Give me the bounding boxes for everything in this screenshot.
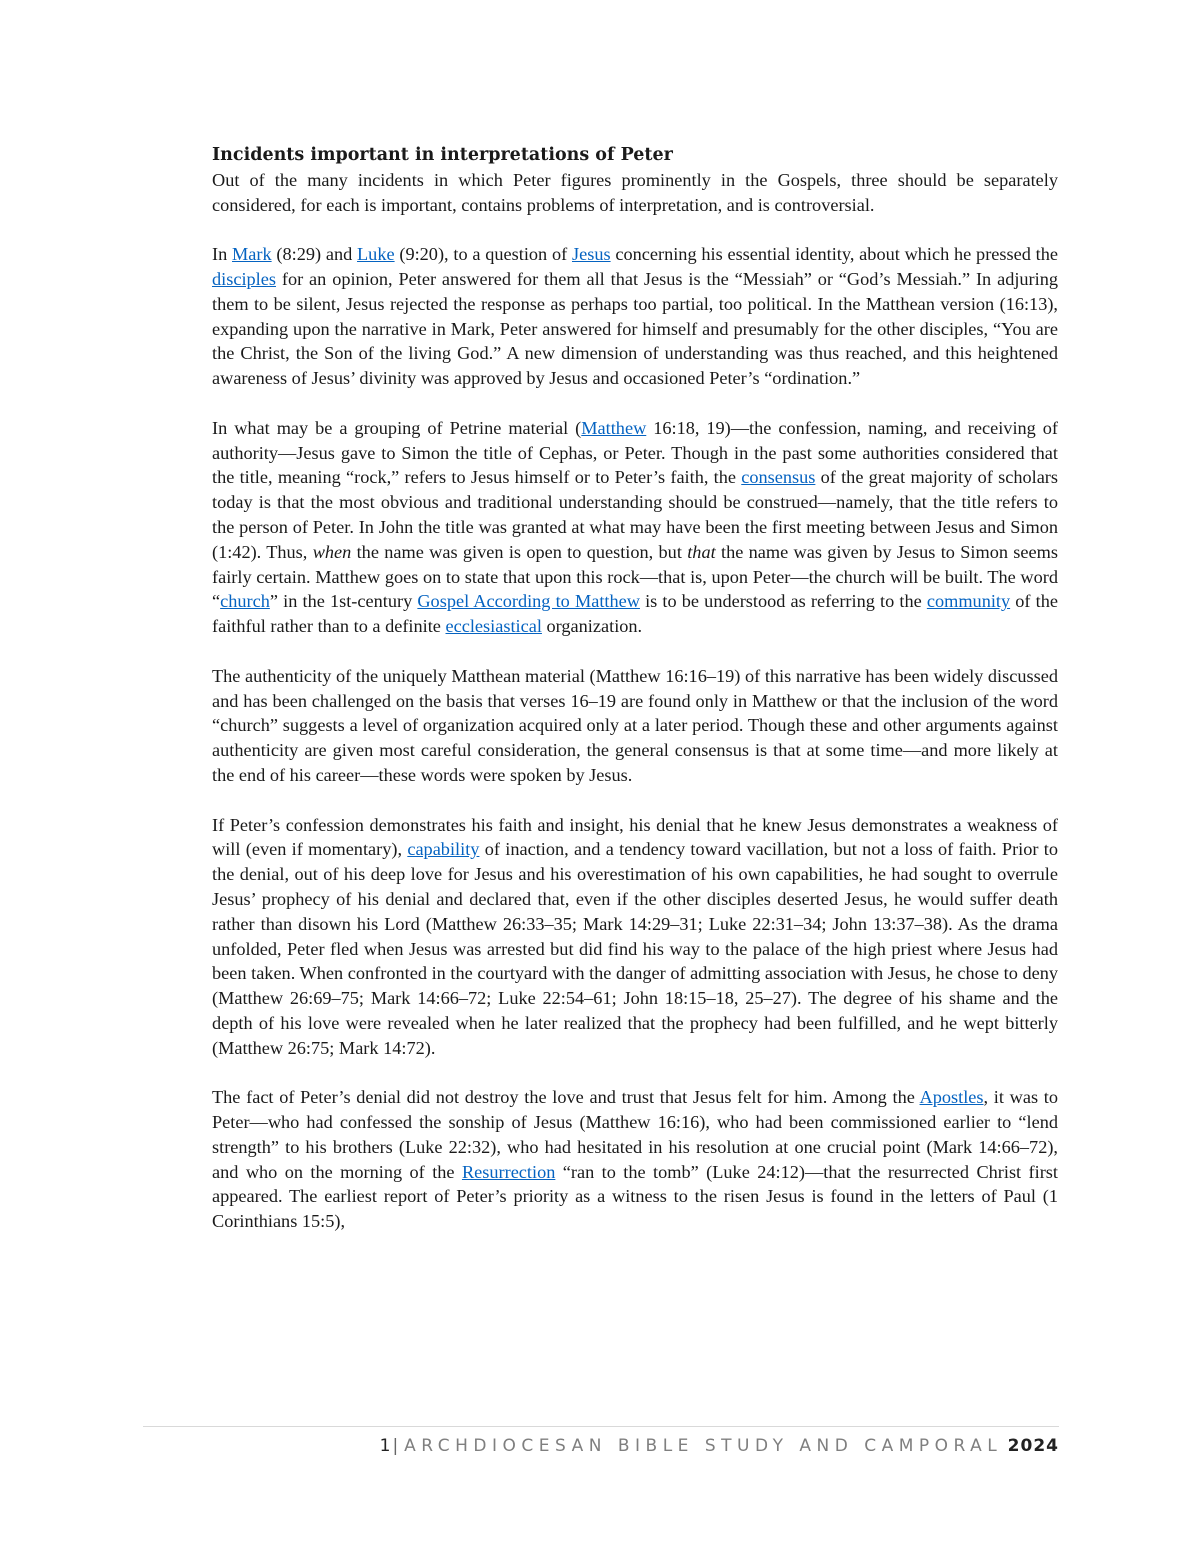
text-span: organization. xyxy=(541,616,643,637)
text-span: is to be understood as referring to the xyxy=(639,591,927,612)
text-span: “ran to the tomb” (Luke 24:12)—that the resurrected Christ first appeared. The earliest report of Peter’s priority as a witness to the risen Jesus is found in the letters of Paul (1 Corinthians 15:5), xyxy=(212,1161,1059,1232)
link-disciples[interactable]: disciples xyxy=(212,268,276,289)
paragraph-denial xyxy=(212,813,1058,1061)
text-span: (8:29) and xyxy=(271,244,358,265)
text-span: concerning his essential identity, about which he pressed the xyxy=(610,244,1058,265)
link-matthew[interactable]: Matthew xyxy=(581,417,647,438)
text-span: 16:18, 19)—the confession, naming, and receiving of authority—Jesus gave to Simon the title of Cephas, or Peter. Though in the past some authorities considered that the title, meaning “rock,” refers to Jesus himself or to Peter’s faith, the xyxy=(212,417,1058,488)
page-footer xyxy=(380,1436,1059,1456)
text-span: In xyxy=(212,244,233,265)
footer-divider xyxy=(143,1426,1059,1427)
text-span: of the faithful rather than to a definite xyxy=(212,591,1058,637)
link-community[interactable]: community xyxy=(926,591,1011,612)
link-church[interactable]: church xyxy=(220,591,270,612)
text-span: the name was given by Jesus to Simon seems fairly certain. Matthew goes on to state that upon this rock—that is, upon Peter—the church will be built. The word “ xyxy=(212,541,1058,612)
paragraph-authenticity: The authenticity of the uniquely Matthean material (Matthew 16:16–19) of this narrative has been widely discussed and has been challenged on the basis that verses 16–19 are found only in Matthew or that the inclusion of the word “church” suggests a level of organization acquired only at a later period. Though these and other arguments against authenticity are given most careful consideration, the general consensus is that at some time—and more likely at the end of his career—these words were spoken by Jesus. xyxy=(212,665,1058,785)
footer-year: 2024 xyxy=(1007,1436,1059,1456)
paragraph-resurrection xyxy=(212,1085,1058,1234)
text-span: In what may be a grouping of Petrine material ( xyxy=(212,417,582,438)
footer-title: ARCHDIOCESAN BIBLE STUDY AND CAMPORAL xyxy=(404,1436,1003,1456)
link-mark[interactable]: Mark xyxy=(232,244,272,265)
text-span: for an opinion, Peter answered for them all that Jesus is the “Messiah” or “God’s Messiah.” In adjuring them to be silent, Jesus rejected the response as perhaps too partial, too political. In the Matthean version (16:13), expanding upon the narrative in Mark, Peter answered for himself and presumably for the other disciples, “You are the Christ, the Son of the living God.” A new dimension of understanding was thus reached, and this heightened awareness of Jesus’ divinity was approved by Jesus and occasioned Peter’s “ordination.” xyxy=(212,268,1058,389)
link-consensus[interactable]: consensus xyxy=(741,467,816,488)
footer-separator: | xyxy=(392,1436,399,1456)
paragraph-intro: Out of the many incidents in which Peter figures prominently in the Gospels, three should be separately considered, for each is important, contains problems of interpretation, and is controversial. xyxy=(212,169,1058,215)
link-luke[interactable]: Luke xyxy=(357,244,395,265)
link-resurrection[interactable]: Resurrection xyxy=(461,1161,556,1182)
text-span: The fact of Peter’s denial did not destroy the love and trust that Jesus felt for him. Among the xyxy=(212,1087,920,1108)
emphasis-when: when xyxy=(312,541,352,562)
link-capability[interactable]: capability xyxy=(407,839,480,860)
page-body xyxy=(212,143,1058,1259)
link-apostles[interactable]: Apostles xyxy=(919,1087,984,1108)
text-span: , it was to Peter—who had confessed the sonship of Jesus (Matthew 16:16), who had been commissioned earlier to “lend strength” to his brothers (Luke 22:32), who had hesitated in his resolution at one crucial point (Mark 14:66–72), and who on the morning of the xyxy=(212,1087,1058,1182)
emphasis-that: that xyxy=(687,541,716,562)
paragraph-confession xyxy=(212,242,1058,391)
link-gospel-according-to-matthew[interactable]: Gospel According to Matthew xyxy=(417,591,640,612)
link-ecclesiastical[interactable]: ecclesiastical xyxy=(445,616,542,637)
text-span: of inaction, and a tendency toward vacillation, but not a loss of faith. Prior to the denial, out of his deep love for Jesus and his overestimation of his own capabilities, he had sought to overrule Jesus’ prophecy of his denial and declared that, even if the other disciples deserted Jesus, he would suffer death rather than disown his Lord (Matthew 26:33–35; Mark 14:29–31; Luke 22:31–34; John 13:37–38). As the drama unfolded, Peter fled when Jesus was arrested but did find his way to the palace of the high priest where Jesus had been taken. When confronted in the courtyard with the danger of admitting association with Jesus, he chose to deny (Matthew 26:69–75; Mark 14:66–72; Luke 22:54–61; John 18:15–18, 25–27). The degree of his shame and the depth of his love were revealed when he later realized that the prophecy had been fulfilled, and he wept bitterly (Matthew 26:75; Mark 14:72). xyxy=(212,839,1058,1058)
text-span: ” in the 1st-century xyxy=(269,591,418,612)
section-heading: Incidents important in interpretations of Peter xyxy=(212,145,673,165)
text-span: If Peter’s confession demonstrates his faith and insight, his denial that he knew Jesus demonstrates a weakness of will (even if momentary), xyxy=(212,814,1058,860)
text-span: of the great majority of scholars today is that the most obvious and traditional understanding should be construed—namely, that the title refers to the person of Peter. In John the title was granted at what may have been the first meeting between Jesus and Simon (1:42). Thus, xyxy=(212,467,1059,562)
text-span: (9:20), to a question of xyxy=(394,244,572,265)
link-jesus[interactable]: Jesus xyxy=(571,244,611,265)
page-number: 1 xyxy=(379,1436,391,1456)
paragraph-petrine-material xyxy=(212,416,1058,639)
text-span: the name was given is open to question, but xyxy=(351,541,688,562)
